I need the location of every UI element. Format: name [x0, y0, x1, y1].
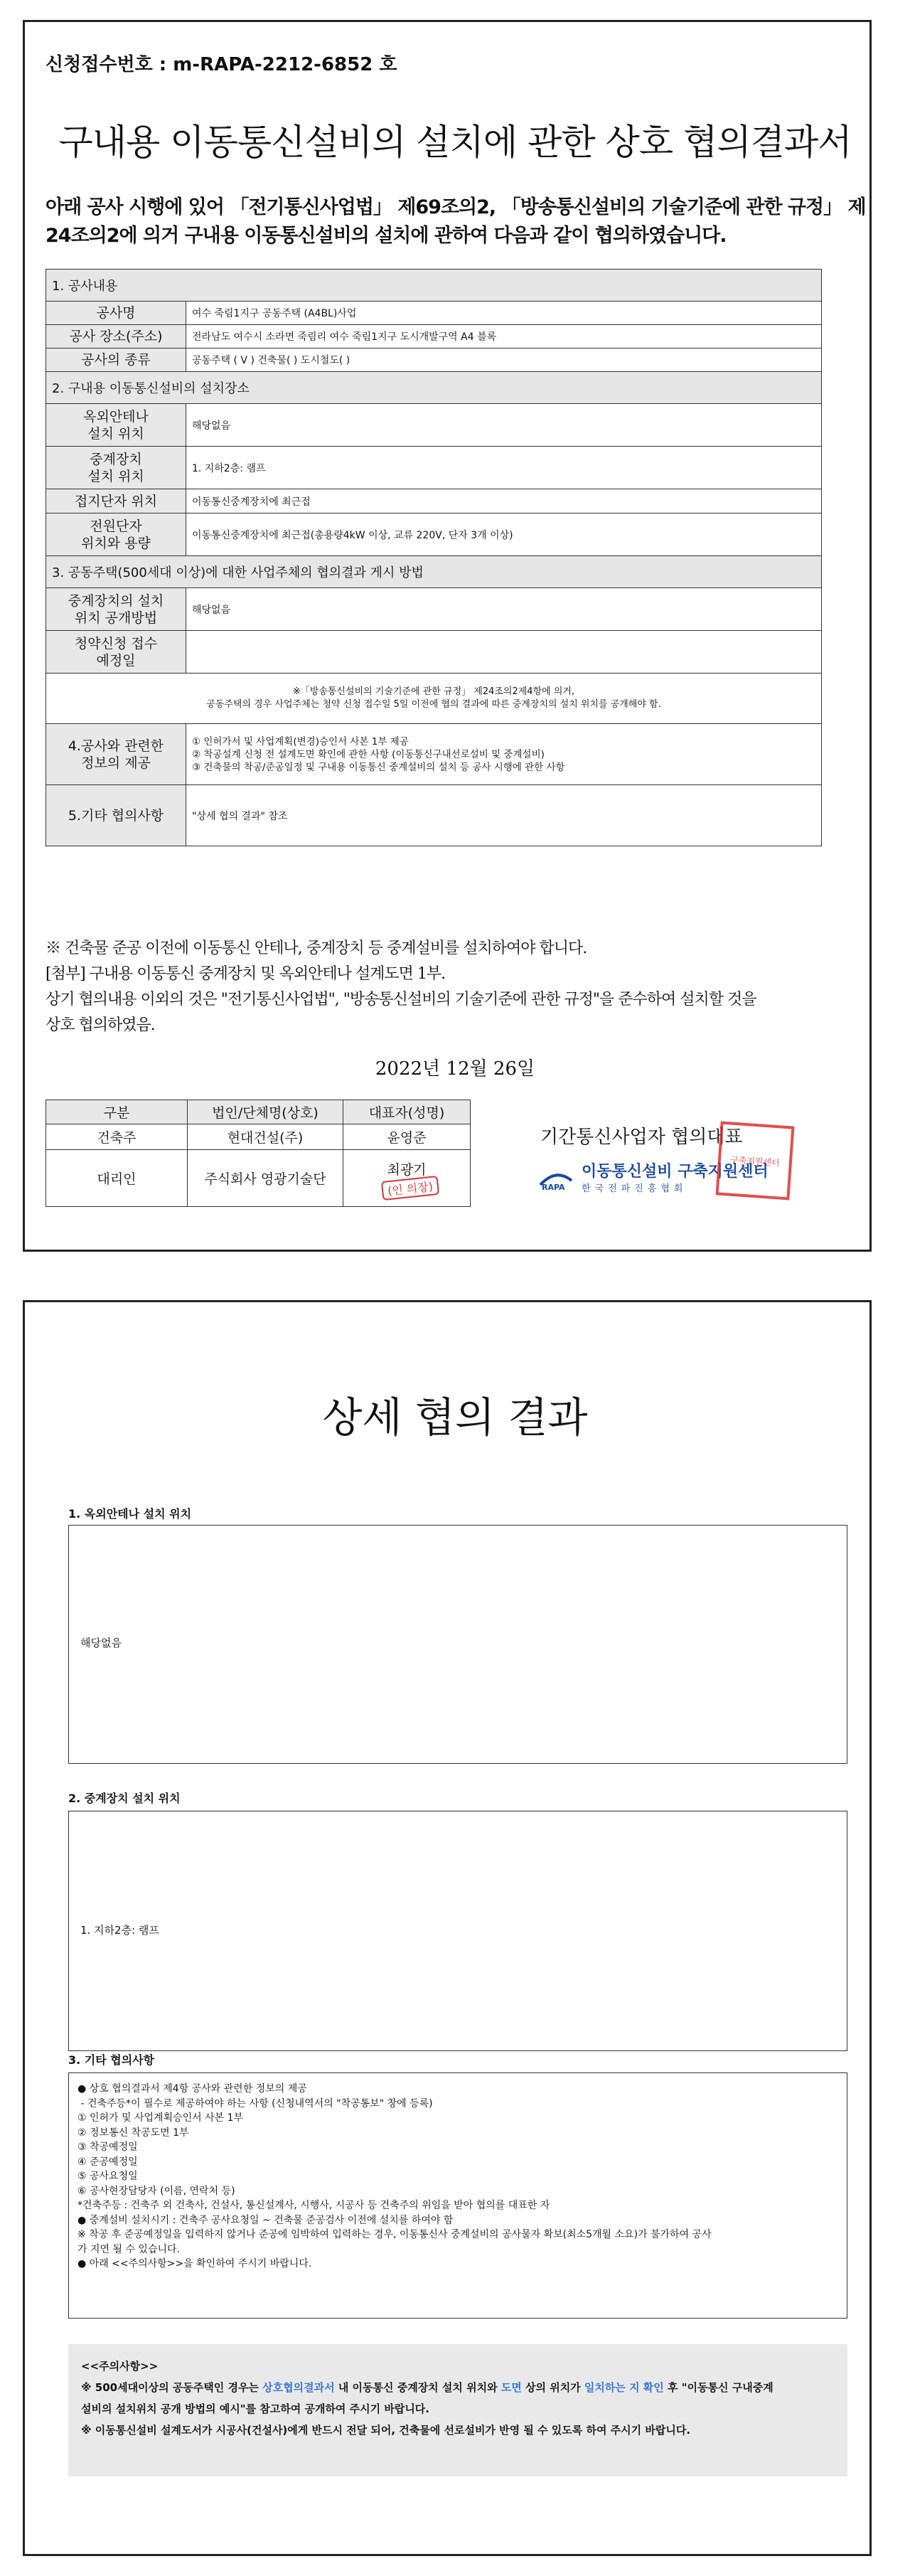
info-item: ③ 건축물의 착공/준공일정 및 구내용 이동통신 중계설비의 설치 등 공사 시행에 관한 사항 [192, 761, 565, 773]
table-cell: 대리인 [46, 1150, 188, 1207]
rapa-logo-icon [537, 1166, 574, 1192]
document-date: 2022년 12월 26일 [375, 1058, 535, 1080]
antenna-label: 옥외안테나 설치 위치 [46, 404, 186, 447]
caution-highlight: 일치하는 지 확인 [584, 2381, 664, 2394]
body-text [46, 936, 867, 1038]
caution-line-2: 설비의 설치위치 공개 방법의 예시"를 참고하여 공개하여 주시기 바랍니다. [81, 2402, 429, 2415]
antenna-box [68, 1525, 847, 1764]
subscription-value [186, 631, 822, 674]
col-header: 법인/단체명(상호) [188, 1100, 343, 1124]
signature-table [46, 1100, 471, 1207]
body-line: 상기 협의내용 이외의 것은 "전기통신사업법", "방송통신설비의 기술기준에 관한 규정"을 준수하여 설치할 것을 [46, 991, 756, 1008]
info-provision-list [186, 724, 822, 785]
detail-line: ⑥ 공사현장담당자 (이름, 연락처 등) [77, 2185, 235, 2197]
type-label: 공사의 종류 [46, 348, 186, 372]
relay-detail: 1. 지하2층: 램프 [80, 1924, 159, 1937]
caution-highlight: 도면 [500, 2381, 522, 2394]
section-heading-1: 1. 공사내용 [46, 270, 822, 302]
detail-line: ④ 준공예정일 [77, 2156, 138, 2168]
representative-cell [343, 1150, 471, 1207]
info-item: ② 착공설계 신청 전 설계도면 확인에 관한 사항 (이동통신구내선로설비 및 중계설비) [192, 748, 545, 760]
rapa-logo-text: RAPA [542, 1182, 565, 1192]
info-provision-label: 4.공사와 관련한 정보의 제공 [46, 724, 186, 785]
detail-line: ※ 착공 후 준공예정일을 입력하지 않거나 준공에 임박하여 입력하는 경우, 이동통신사 중계설비의 공사물자 확보(최소5개월 소요)가 불가하여 공사 [77, 2229, 712, 2240]
site-label: 공사 장소(주소) [46, 325, 186, 348]
section-heading-2: 2. 구내용 이동통신설비의 설치장소 [46, 372, 822, 404]
detail-line: ③ 착공예정일 [77, 2141, 138, 2153]
intro-paragraph: 아래 공사 시행에 있어 「전기통신사업법」 제69조의2, 「방송통신설비의 기술기준에 관한 규정」 제24조의2에 의거 구내용 이동통신설비의 설치에 관하여 다음과 같이 협의하였습니다. [46, 196, 866, 247]
antenna-detail: 해당없음 [80, 1636, 122, 1649]
detail-line: ● 중계설비 설치시기 : 건축주 공사요청일 ~ 건축물 준공검사 이전에 설치를 하여야 함 [77, 2214, 454, 2226]
official-seal: 구축지원센터 [715, 1121, 794, 1200]
subscription-label: 청약신청 접수 예정일 [46, 631, 186, 674]
other-label: 5.기타 협의사항 [46, 785, 186, 846]
application-number: 신청접수번호 : m-RAPA-2212-6852 호 [46, 54, 397, 75]
detail-line: ● 아래 <<주의사항>>을 확인하여 주시기 바랍니다. [77, 2258, 312, 2269]
detail-title: 상세 협의 결과 [322, 1393, 588, 1442]
other-heading: 3. 기타 협의사항 [68, 2053, 155, 2067]
other-value: "상세 협의 결과" 참조 [186, 785, 822, 846]
center-sub: 한국전파진흥협회 [582, 1183, 687, 1194]
section-heading-3: 3. 공동주택(500세대 이상)에 대한 사업주체의 협의결과 게시 방법 [46, 556, 822, 588]
caution-text: 후 "이동통신 구내중계 [663, 2381, 774, 2394]
caution-text: ※ 500세대이상의 공동주택인 경우는 [81, 2381, 263, 2394]
terminal-value: 이동통신중계장치에 최근접 [186, 489, 822, 513]
center-name: 이동통신설비 구축지원센터 [582, 1163, 769, 1181]
caution-highlight: 상호협의결과서 [262, 2381, 335, 2394]
consultation-form-table [46, 269, 822, 846]
project-name-value: 여수 죽림1지구 공동주택 (A4BL)사업 [186, 302, 822, 325]
regulation-notice [46, 674, 822, 724]
representative-name: 최광기 [387, 1161, 427, 1178]
detail-line: - 건축주등*이 필수로 제공하여야 하는 사항 (신청내역서의 "착공통보" 창에 등록) [77, 2097, 433, 2109]
table-cell: 건축주 [46, 1124, 188, 1150]
caution-line-3: ※ 이동통신설비 설계도서가 시공사(건설사)에게 반드시 전달 되어, 건축물에 선로설비가 반영 될 수 있도록 하여 주시기 바랍니다. [81, 2424, 691, 2437]
type-value: 공동주택 ( V ) 건축물( ) 도시철도( ) [186, 348, 822, 372]
other-detail-box [68, 2072, 847, 2319]
agency-label: 기간통신사업자 협의대표 [540, 1127, 743, 1148]
relay-value: 1. 지하2층: 램프 [186, 447, 822, 489]
detail-line: ① 인허가 및 사업계획승인서 사본 1부 [77, 2112, 244, 2124]
relay-heading: 2. 중계장치 설치 위치 [68, 1792, 181, 1805]
body-line: 상호 협의하였음. [46, 1016, 155, 1034]
info-item: ① 인허가서 및 사업계획(변경)승인서 사본 1부 제공 [192, 735, 409, 747]
page-title: 구내용 이동통신설비의 설치에 관한 상호 협의결과서 [58, 122, 852, 163]
power-value: 이동통신중계장치에 최근접(총용량4kW 이상, 교류 220V, 단자 3개 이상) [186, 513, 822, 556]
table-cell: 현대건설(주) [188, 1124, 343, 1150]
signature-stamp: (인 의장) [381, 1175, 439, 1200]
notice-line-2: 공동주택의 경우 사업주체는 청약 신청 접수일 5일 이전에 협의 결과에 따른 중계장치의 설치 위치를 공개해야 함. [206, 699, 661, 710]
detail-line: ● 상호 협의결과서 제4항 공사와 관련한 정보의 제공 [77, 2083, 307, 2095]
detail-line: ⑤ 공사요청일 [77, 2171, 138, 2182]
caution-text: 상의 위치가 [521, 2381, 584, 2394]
table-cell: 주식회사 영광기술단 [188, 1150, 343, 1207]
relay-box [68, 1811, 847, 2051]
caution-box [68, 2344, 847, 2476]
detail-line: 가 지연 될 수 있습니다. [77, 2243, 180, 2255]
disclose-label: 중계장치의 설치 위치 공개방법 [46, 588, 186, 631]
terminal-label: 접지단자 위치 [46, 489, 186, 513]
antenna-heading: 1. 옥외안테나 설치 위치 [68, 1507, 192, 1521]
notice-line-1: ※「방송통신설비의 기술기준에 관한 규정」 제24조의2제4항에 의거, [292, 686, 575, 697]
caution-text: 내 이동통신 중계장치 설치 위치와 [334, 2381, 501, 2394]
power-label: 전원단자 위치와 용량 [46, 513, 186, 556]
disclose-value: 해당없음 [186, 588, 822, 631]
detail-line: ② 정보통신 착공도면 1부 [77, 2127, 189, 2139]
col-header: 구분 [46, 1100, 188, 1124]
relay-label: 중계장치 설치 위치 [46, 447, 186, 489]
col-header: 대표자(성명) [343, 1100, 471, 1124]
project-name-label: 공사명 [46, 302, 186, 325]
body-line: ※ 건축물 준공 이전에 이동통신 안테나, 중계장치 등 중계설비를 설치하여야 합니다. [46, 940, 587, 957]
antenna-value: 해당없음 [186, 404, 822, 447]
body-line: [첨부] 구내용 이동통신 중계장치 및 옥외안테나 설계도면 1부. [46, 965, 446, 983]
caution-line-1 [81, 2377, 835, 2398]
table-cell: 윤영준 [343, 1124, 471, 1150]
caution-title: <<주의사항>> [81, 2360, 159, 2373]
detail-line: *건축주등 : 건축주 외 건축사, 건설사, 통신설계사, 시행사, 시공사 등 건축주의 위임을 받아 협의를 대표한 자 [77, 2200, 550, 2211]
site-value: 전라남도 여수시 소라면 죽림리 여수 죽림1지구 도시개발구역 A4 블록 [186, 325, 822, 348]
